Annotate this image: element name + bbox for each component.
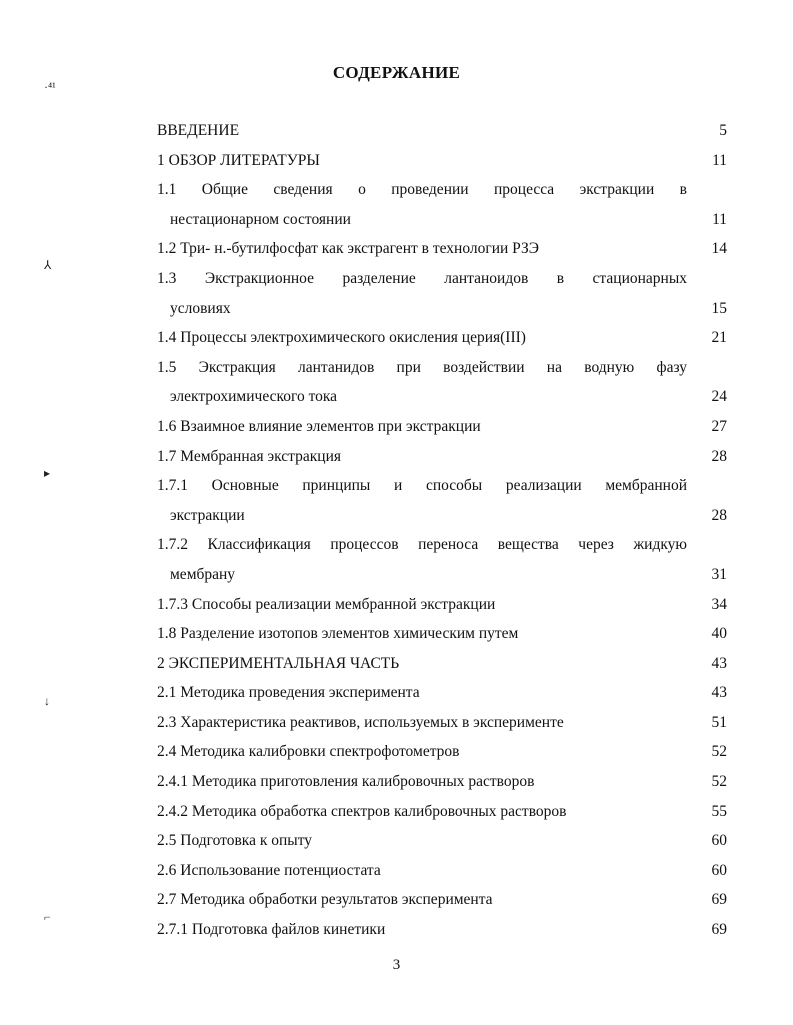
- toc-entry[interactable]: [157, 885, 727, 915]
- toc-entry-page: 34: [711, 595, 727, 613]
- toc-entry[interactable]: [157, 146, 727, 176]
- toc-entry-page: 43: [711, 684, 727, 702]
- toc-entry-title-line1: 1.5 Экстракция лантанидов при воздействии на водную фазу: [157, 358, 687, 376]
- toc-entry[interactable]: [157, 678, 727, 708]
- toc-entry-page: 69: [711, 891, 727, 909]
- scan-artifact-mark: ↓: [44, 694, 50, 708]
- toc-entry[interactable]: [157, 737, 727, 767]
- toc-entry-title-line1: 1.7.2 Классификация процессов переноса вещества через жидкую: [157, 536, 687, 554]
- toc-entry[interactable]: [157, 767, 727, 797]
- toc-entry[interactable]: [157, 530, 727, 589]
- toc-entry-title-line2: нестационарном состоянии: [170, 210, 351, 228]
- page-number: 3: [392, 957, 401, 973]
- toc-entry[interactable]: [157, 826, 727, 856]
- toc-entry[interactable]: [157, 797, 727, 827]
- toc-entry-title: 2 ЭКСПЕРИМЕНТАЛЬНАЯ ЧАСТЬ: [157, 654, 400, 672]
- toc-entry-page: 28: [711, 447, 727, 465]
- toc-entry-page: 40: [711, 625, 727, 643]
- toc-entry-page: 60: [711, 832, 727, 850]
- toc-entry-page: 69: [711, 921, 727, 939]
- toc-entry-page: 51: [711, 713, 727, 731]
- scan-artifact-mark: ⌐: [44, 910, 51, 924]
- toc-entry-title-line1: 1.7.1 Основные принципы и способы реализации мембранной: [157, 477, 687, 495]
- toc-entry-title: 2.7.1 Подготовка файлов кинетики: [157, 921, 386, 939]
- toc-entry-title-line1: 1.3 Экстракционное разделение лантаноидов в стационарных: [157, 269, 687, 287]
- toc-entry-title: 2.4.2 Методика обработка спектров калибровочных растворов: [157, 802, 567, 820]
- toc-entry[interactable]: [157, 856, 727, 886]
- toc-entry-title: 2.4 Методика калибровки спектрофотометров: [157, 743, 460, 761]
- toc-entry-title: 2.7 Методика обработки результатов эксперимента: [157, 891, 493, 909]
- toc-entry[interactable]: [157, 412, 727, 442]
- toc-entry-page: 43: [711, 654, 727, 672]
- toc-entry-title: 2.5 Подготовка к опыту: [157, 832, 313, 850]
- toc-entry-title: ВВЕДЕНИЕ: [157, 122, 240, 139]
- toc-entry[interactable]: [157, 442, 727, 472]
- toc-entry-title: 2.3 Характеристика реактивов, используемых в эксперименте: [157, 713, 564, 731]
- toc-entry[interactable]: [157, 649, 727, 679]
- toc-entry-title: 2.4.1 Методика приготовления калибровочных растворов: [157, 773, 535, 791]
- toc-entry-page: 27: [711, 417, 727, 435]
- toc-entry-title: 2.6 Использование потенциостата: [157, 861, 381, 879]
- toc-entry-title: 1.7.3 Способы реализации мембранной экстракции: [157, 595, 496, 613]
- toc-entry-title-line2: электрохимического тока: [170, 388, 338, 406]
- toc-entry-title: 2.1 Методика проведения эксперимента: [157, 684, 420, 702]
- toc-entry[interactable]: [157, 353, 727, 412]
- toc-entry-title: 1.8 Разделение изотопов элементов химическим путем: [157, 625, 519, 643]
- toc-entry-title-line1: 1.1 Общие сведения о проведении процесса экстракции в: [157, 181, 687, 199]
- page-title: СОДЕРЖАНИЕ: [332, 63, 461, 82]
- toc-entry-page: 5: [719, 122, 727, 139]
- toc-entry[interactable]: [157, 264, 727, 323]
- toc-entry-page: 24: [711, 388, 727, 406]
- toc-entry-title: 1.2 Три- н.-бутилфосфат как экстрагент в технологии РЗЭ: [157, 240, 539, 258]
- toc-entry-title: 1.4 Процессы электрохимического окисления церия(III): [157, 329, 526, 347]
- toc-entry[interactable]: [157, 590, 727, 620]
- toc-entry-page: 15: [711, 299, 727, 317]
- toc-entry-title: 1 ОБЗОР ЛИТЕРАТУРЫ: [157, 151, 320, 169]
- toc-entry-title: 1.6 Взаимное влияние элементов при экстракции: [157, 417, 481, 435]
- toc-entry[interactable]: [157, 234, 727, 264]
- toc-entry-page: 52: [711, 773, 727, 791]
- toc-entry[interactable]: [157, 175, 727, 234]
- toc-entry[interactable]: [157, 708, 727, 738]
- toc-entry-page: 60: [711, 861, 727, 879]
- toc-entry-title: 1.7 Мембранная экстракция: [157, 447, 342, 465]
- toc-entry[interactable]: [157, 116, 727, 146]
- toc-entry-title-line2: условиях: [170, 299, 231, 317]
- toc-entry-page: 11: [712, 151, 727, 169]
- toc-entry[interactable]: [157, 619, 727, 649]
- toc-entry-page: 52: [711, 743, 727, 761]
- toc-entry[interactable]: [157, 323, 727, 353]
- table-of-contents: [157, 116, 727, 945]
- toc-entry-page: 14: [711, 240, 727, 258]
- scan-artifact-mark: ·⁴¹: [44, 80, 56, 94]
- toc-entry-page: 55: [711, 802, 727, 820]
- toc-entry-page: 11: [712, 210, 727, 228]
- toc-entry[interactable]: [157, 915, 727, 945]
- toc-entry-page: 31: [711, 565, 727, 583]
- scan-artifact-mark: ⅄: [44, 258, 52, 272]
- toc-entry-title-line2: экстракции: [170, 506, 245, 524]
- toc-entry-page: 28: [711, 506, 727, 524]
- scan-artifact-mark: ▸: [44, 466, 51, 480]
- toc-entry-title-line2: мембрану: [170, 565, 236, 583]
- toc-entry[interactable]: [157, 471, 727, 530]
- toc-entry-page: 21: [711, 329, 727, 347]
